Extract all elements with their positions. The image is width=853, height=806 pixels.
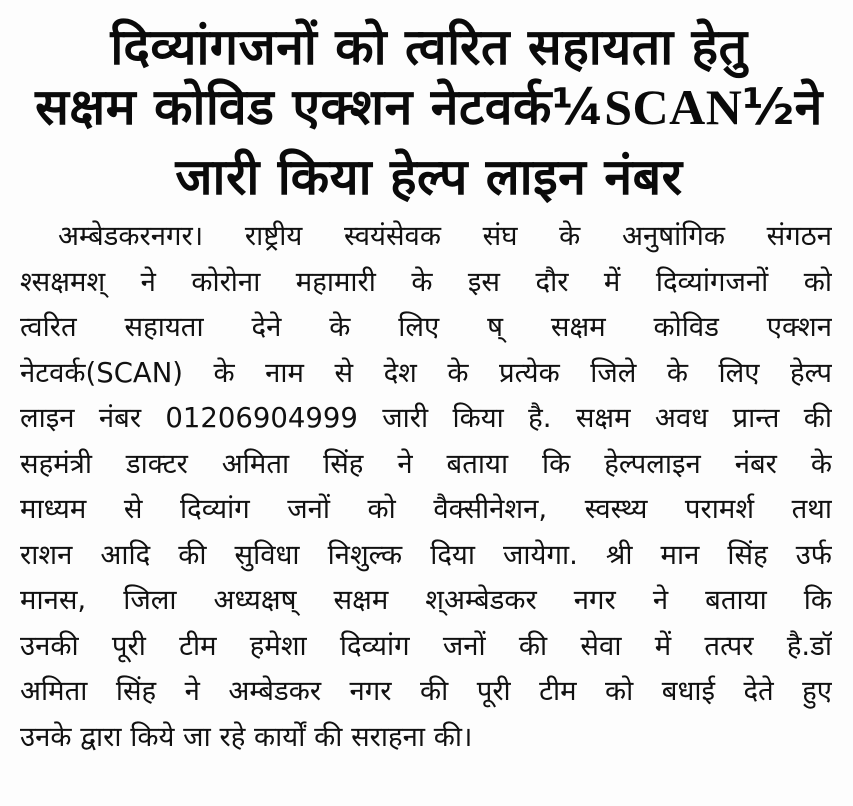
headline-open-bracket: ¼ (551, 78, 605, 136)
headline-line-3: जारी किया हेल्प लाइन नंबर (175, 148, 683, 206)
headline-close-bracket: ½ (742, 78, 795, 136)
headline-line-1: दिव्यांगजनों को त्वरित सहायता हेतु (110, 18, 748, 76)
body-line: श्सक्षमश् ने कोरोना महामारी के इस दौर में दिव्यांगजनों को (20, 265, 832, 298)
body-line: अम्बेडकरनगर। राष्ट्रीय स्वयंसेवक संघ के अनुषांगिक संगठन (58, 220, 832, 252)
article-body (20, 214, 832, 760)
body-line: सहमंत्री डाक्टर अमिता सिंह ने बताया कि हेल्पलाइन नंबर के (20, 447, 832, 480)
headline-scan-acronym: SCAN (604, 79, 743, 135)
cropped-next-text (0, 796, 853, 806)
body-line: नेटवर्क(SCAN) के नाम से देश के प्रत्येक जिले के लिए हेल्प (20, 356, 832, 389)
headline-line-2 (14, 78, 844, 136)
body-line: मानस, जिला अध्यक्षष् सक्षम श्अम्बेडकर नगर ने बताया कि (20, 584, 832, 616)
body-line: अमिता सिंह ने अम्बेडकर नगर की पूरी टीम को बधाई देते हुए (20, 675, 832, 707)
headline-line-2-prefix: सक्षम कोविड एक्शन नेटवर्क (35, 78, 552, 136)
body-line: राशन आदि की सुविधा निशुल्क दिया जायेगा. श्री मान सिंह उर्फ (20, 538, 832, 571)
headline-line-2-suffix: ने (794, 78, 823, 136)
body-line: लाइन नंबर 01206904999 जारी किया है. सक्षम अवध प्रान्त की (20, 402, 832, 434)
body-line: त्वरित सहायता देने के लिए ष् सक्षम कोविड एक्शन (20, 311, 832, 343)
body-line: उनके द्वारा किये जा रहे कार्यों की सराहना की। (20, 720, 473, 753)
body-line: माध्यम से दिव्यांग जनों को वैक्सीनेशन, स्वस्थ्य परामर्श तथा (20, 493, 832, 525)
cropped-previous-text (0, 0, 853, 6)
body-line: उनकी पूरी टीम हमेशा दिव्यांग जनों की सेवा में तत्पर है.डॉ (20, 629, 832, 662)
